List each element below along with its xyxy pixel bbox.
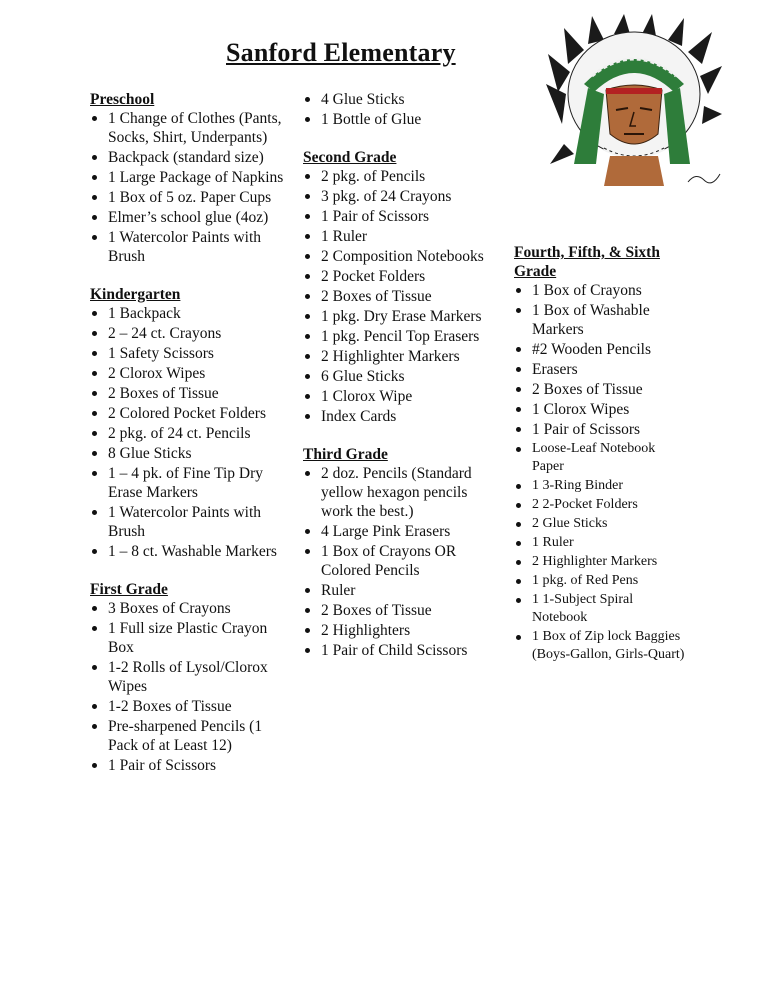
list-item: Elmer’s school glue (4oz) [90,208,286,227]
list-item: 1 Box of Washable Markers [514,301,689,339]
supply-list [514,440,689,664]
section-heading: First Grade [90,581,168,598]
mascot-headdress-icon [544,14,724,192]
list-item: 2 – 24 ct. Crayons [90,324,286,343]
list-item: 1 Backpack [90,304,286,323]
list-item: 1 Pair of Scissors [514,420,689,439]
list-item: 1 – 4 pk. of Fine Tip Dry Erase Markers [90,464,286,502]
supply-list [303,90,499,129]
list-item: Index Cards [303,407,499,426]
list-item: 2 Boxes of Tissue [303,287,499,306]
list-item: 1 Box of 5 oz. Paper Cups [90,188,286,207]
list-item: Erasers [514,360,689,379]
list-item: 2 Boxes of Tissue [90,384,286,403]
list-item: 2 Glue Sticks [514,515,689,533]
section-heading: Kindergarten [90,286,181,303]
list-item: 2 doz. Pencils (Standard yellow hexagon pencils work the best.) [303,464,499,521]
supply-list [90,599,286,775]
list-item: 2 Colored Pocket Folders [90,404,286,423]
list-item: 4 Large Pink Erasers [303,522,499,541]
list-item: 2 Highlighter Markers [303,347,499,366]
list-item: 1 Bottle of Glue [303,110,499,129]
list-item: 1 pkg. Dry Erase Markers [303,307,499,326]
list-item: 1 Safety Scissors [90,344,286,363]
list-item: 1 Clorox Wipes [514,400,689,419]
list-item: 2 pkg. of Pencils [303,167,499,186]
supply-list [514,281,689,439]
section-heading: Third Grade [303,446,388,463]
list-item: 1 Box of Crayons OR Colored Pencils [303,542,499,580]
list-item: 1 3-Ring Binder [514,477,689,495]
list-item: 2 Boxes of Tissue [514,380,689,399]
supply-list [303,464,499,660]
spacer [90,267,286,285]
list-item: 1-2 Rolls of Lysol/Clorox Wipes [90,658,286,696]
list-item: 1-2 Boxes of Tissue [90,697,286,716]
list-item: 8 Glue Sticks [90,444,286,463]
list-item: 3 Boxes of Crayons [90,599,286,618]
supply-list [90,304,286,561]
spacer [303,427,499,445]
column-left [90,90,286,776]
list-item: 1 Pair of Scissors [90,756,286,775]
list-item: 1 Box of Crayons [514,281,689,300]
list-item: 2 pkg. of 24 ct. Pencils [90,424,286,443]
list-item: 1 – 8 ct. Washable Markers [90,542,286,561]
list-item: 1 1-Subject Spiral Notebook [514,591,689,627]
list-item: Backpack (standard size) [90,148,286,167]
page-title: Sanford Elementary [226,38,456,67]
supply-list [90,109,286,266]
section-heading: Fourth, Fifth, & Sixth Grade [514,244,660,280]
list-item: 4 Glue Sticks [303,90,499,109]
list-item: 1 Watercolor Paints with Brush [90,503,286,541]
list-item: Loose-Leaf Notebook Paper [514,440,689,476]
list-item: 6 Glue Sticks [303,367,499,386]
list-item: 2 2-Pocket Folders [514,496,689,514]
column-right [514,243,689,665]
list-item: 1 Watercolor Paints with Brush [90,228,286,266]
list-item: 1 Full size Plastic Crayon Box [90,619,286,657]
list-item: 1 Clorox Wipe [303,387,499,406]
supply-list [303,167,499,426]
spacer [303,130,499,148]
list-item: 2 Highlighters [303,621,499,640]
list-item: 1 Ruler [303,227,499,246]
list-item: 1 Ruler [514,534,689,552]
section-heading: Second Grade [303,149,397,166]
list-item: 1 Box of Zip lock Baggies (Boys-Gallon, Girls-Quart) [514,628,689,664]
list-item: 1 pkg. of Red Pens [514,572,689,590]
list-item: Ruler [303,581,499,600]
list-item: #2 Wooden Pencils [514,340,689,359]
spacer [90,562,286,580]
list-item: Pre-sharpened Pencils (1 Pack of at Least 12) [90,717,286,755]
list-item: 2 Pocket Folders [303,267,499,286]
list-item: 2 Composition Notebooks [303,247,499,266]
list-item: 2 Highlighter Markers [514,553,689,571]
list-item: 3 pkg. of 24 Crayons [303,187,499,206]
section-heading: Preschool [90,91,155,108]
list-item: 1 pkg. Pencil Top Erasers [303,327,499,346]
list-item: 1 Large Package of Napkins [90,168,286,187]
list-item: 2 Boxes of Tissue [303,601,499,620]
list-item: 1 Pair of Scissors [303,207,499,226]
list-item: 2 Clorox Wipes [90,364,286,383]
column-middle [303,90,499,661]
list-item: 1 Pair of Child Scissors [303,641,499,660]
list-item: 1 Change of Clothes (Pants, Socks, Shirt, Underpants) [90,109,286,147]
